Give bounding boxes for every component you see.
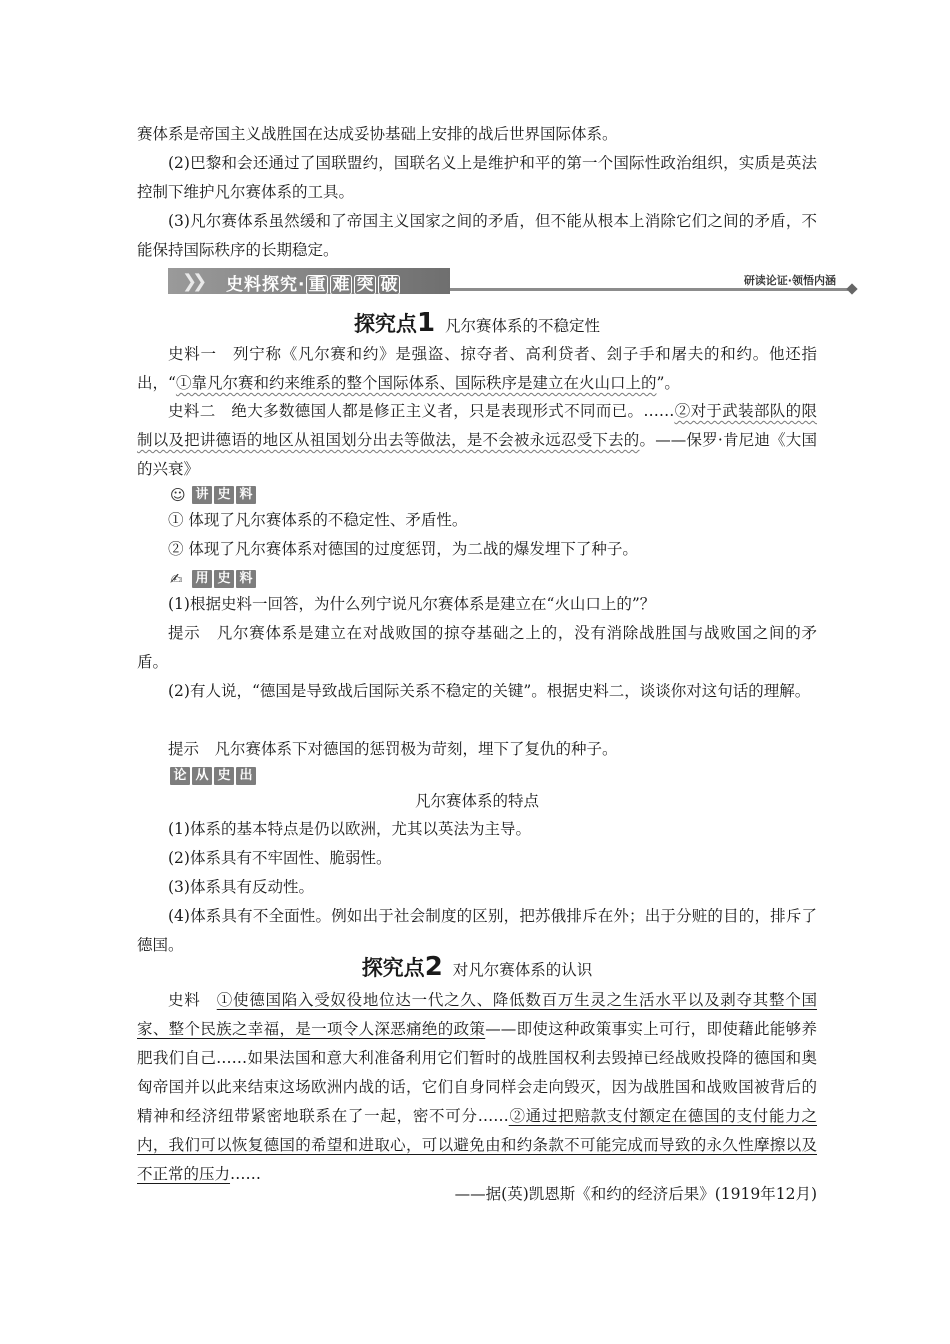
citation: ——据(英)凯恩斯《和约的经济后果》(1919年12月) [454, 1185, 817, 1203]
tag-char: 史 [214, 570, 234, 588]
banner-title-text: 史料探究· [226, 275, 306, 295]
diamond-icon [846, 283, 857, 294]
banner-subtitle: 研读论证·领悟内涵 [743, 274, 836, 287]
tag-char: 从 [192, 767, 212, 785]
conclusion-2: (2)体系具有不牢固性、脆弱性。 [168, 849, 392, 867]
conclusion-4: (4)体系具有不全面性。例如出于社会制度的区别，把苏俄排斥在外；出于分赃的目的，排斥了德国。 [137, 907, 817, 954]
banner-title-box-char: 难 [332, 275, 351, 295]
explain-1: ① 体现了凡尔赛体系的不稳定性、矛盾性。 [168, 511, 468, 529]
tag-char: 料 [236, 570, 256, 588]
point-1-number: 1 [416, 308, 436, 338]
double-chevron-icon: ❯❯ [182, 271, 203, 292]
source-2-underlined: ②对于武装部队的限制以及把讲德语的地区从祖国划分出去等做法，是不会被永远忍受下去的 [137, 402, 817, 449]
intro-paragraph-2: (2)巴黎和会还通过了国联盟约，国联名义上是维护和平的第一个国际性政治组织，实质是英法控制下维护凡尔赛体系的工具。 [137, 154, 817, 201]
source-label: 史料 [168, 991, 217, 1009]
banner-title [226, 270, 401, 295]
source-keynes [137, 986, 817, 1189]
tag-char: 用 [192, 570, 212, 588]
conclusion-title: 凡尔赛体系的特点 [414, 792, 539, 810]
tag-explain-sources [170, 485, 258, 505]
source-1-underlined: ①靠凡尔赛和约来维系的整个国际体系、国际秩序是建立在火山口上的 [175, 374, 657, 392]
point-2-heading [137, 952, 817, 982]
source-underlined-2: ②通过把赔款支付额定在德国的支付能力之内，我们可以恢复德国的希望和进取心，可以避免由和约条款不可能完成而导致的永久性摩擦以及不正常的压力 [137, 1107, 817, 1183]
banner-title-box-char: 重 [308, 275, 327, 295]
tag-char: 史 [214, 767, 234, 785]
tag-char: 料 [236, 486, 256, 504]
teacher-icon: ☺ [170, 486, 186, 504]
conclusion-3: (3)体系具有反动性。 [168, 878, 314, 896]
tag-use-sources [170, 569, 258, 589]
tag-char: 出 [236, 767, 256, 785]
answer-2: 提示 凡尔赛体系下对德国的惩罚极为苛刻，埋下了复仇的种子。 [168, 740, 618, 758]
pen-icon: ✍ [170, 570, 183, 588]
answer-1: 提示 凡尔赛体系是建立在对战败国的掠夺基础之上的，没有消除战胜国与战败国之间的矛盾。 [137, 624, 817, 671]
source-underlined-1: ①使德国陷入受奴役地位达一代之久、降低数百万生灵之生活水平以及剥夺其整个国家、整个民族之幸福，是一项令人深恶痛绝的政策 [137, 991, 817, 1038]
source-1-end: ”。 [656, 374, 680, 392]
source-2 [137, 397, 817, 484]
source-2-end: 。——保罗·肯尼迪《大国的兴衰》 [137, 431, 817, 478]
source-1-text: 史料一 列宁称《凡尔赛和约》是强盗、掠夺者、高利贷者、刽子手和屠夫的和约。他还指出，“ [137, 345, 817, 392]
section-banner [168, 268, 858, 294]
intro-line: 赛体系是帝国主义战胜国在达成妥协基础上安排的战后世界国际体系。 [137, 125, 618, 143]
banner-title-box-char: 突 [356, 275, 375, 295]
tag-char: 论 [170, 767, 190, 785]
point-2-number: 2 [424, 952, 443, 982]
point-1-heading [137, 308, 817, 338]
source-1 [137, 340, 817, 398]
banner-title-box-char: 破 [380, 275, 399, 295]
tag-char: 史 [214, 486, 234, 504]
question-1: (1)根据史料一回答，为什么列宁说凡尔赛体系是建立在“火山口上的”？ [168, 595, 656, 613]
intro-paragraph-3: (3)凡尔赛体系虽然缓和了帝国主义国家之间的矛盾，但不能从根本上消除它们之间的矛盾，不能保持国际秩序的长期稳定。 [137, 212, 817, 259]
conclusion-1: (1)体系的基本特点是仍以欧洲，尤其以英法为主导。 [168, 820, 531, 838]
source-2-text: 史料二 绝大多数德国人都是修正主义者，只是表现形式不同而已。…… [168, 402, 675, 420]
point-2-subtitle: 对凡尔赛体系的认识 [452, 961, 593, 979]
point-1-subtitle: 凡尔赛体系的不稳定性 [445, 317, 601, 335]
explain-2: ② 体现了凡尔赛体系对德国的过度惩罚，为二战的爆发埋下了种子。 [168, 540, 638, 558]
source-end: …… [230, 1165, 262, 1183]
point-2-label: 探究点 [361, 956, 425, 980]
banner-rule [450, 288, 848, 291]
point-1-label: 探究点 [353, 312, 417, 336]
tag-conclusion [170, 766, 258, 786]
tag-char: 讲 [192, 486, 212, 504]
source-text: ——即使这种政策事实上可行，即使藉此能够养肥我们自己……如果法国和意大利准备利用它们暂时的战胜国权利去毁掉已经战败投降的德国和奥匈帝国并以此来结束这场欧洲内战的话，它们自身同样会走向毁灭，因为战胜国和战败国被背后的精神和经济纽带紧密地联系在了一起，密不可分…… [137, 1020, 817, 1125]
question-2: (2)有人说，“德国是导致战后国际关系不稳定的关键”。根据史料二，谈谈你对这句话的理解。 [168, 682, 811, 700]
